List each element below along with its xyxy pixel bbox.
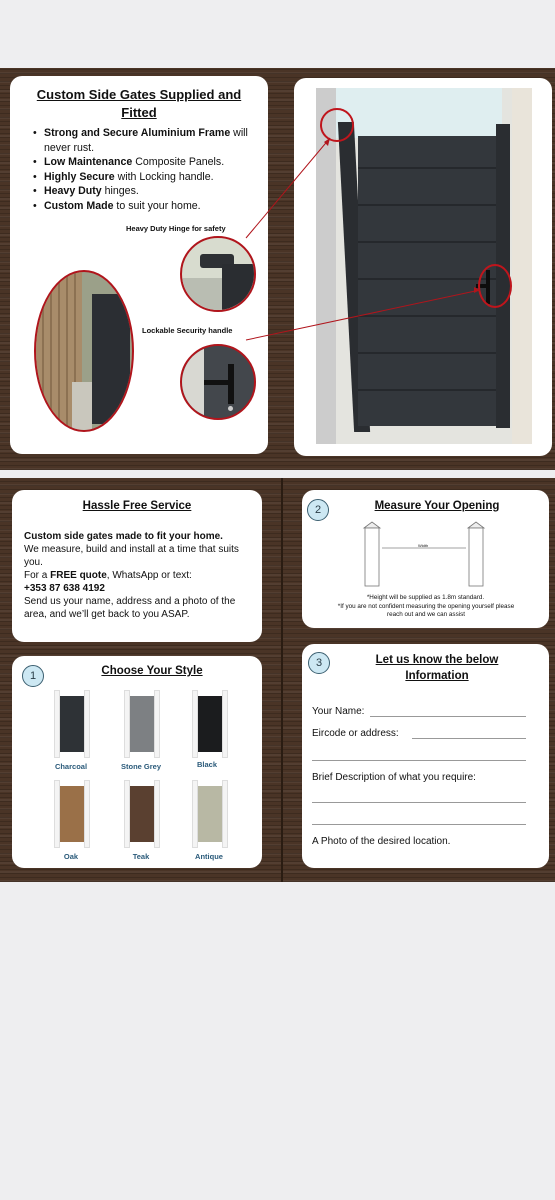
address-label: Eircode or address: xyxy=(312,728,399,739)
swatch-panel xyxy=(60,786,84,842)
swatch-label: Stone Grey xyxy=(120,762,161,771)
swatch-panel xyxy=(130,696,154,752)
swatch-stone-grey[interactable] xyxy=(124,690,160,758)
feature-item: • Highly Secure with Locking handle. xyxy=(28,170,264,185)
service-card xyxy=(12,490,262,642)
name-label: Your Name: xyxy=(312,706,365,717)
swatch-charcoal[interactable] xyxy=(54,690,90,758)
feature-item: • Custom Made to suit your home. xyxy=(28,199,264,214)
quote-line: For a FREE quote, WhatsApp or text: xyxy=(24,570,192,581)
feature-item: • Heavy Duty hinges. xyxy=(28,184,264,199)
feature-item: • Low Maintenance Composite Panels. xyxy=(28,155,264,170)
measure-diagram xyxy=(360,520,500,588)
swatch-label: Charcoal xyxy=(54,762,88,771)
swatch-panel xyxy=(130,786,154,842)
swatch-panel xyxy=(198,786,222,842)
step-badge: 2 xyxy=(307,499,329,521)
measure-note-2: *If you are not confident measuring the opening yourself please reach out and we can assist xyxy=(337,603,515,618)
swatch-panel xyxy=(60,696,84,752)
swatch-panel xyxy=(198,696,222,752)
style-title: Choose Your Style xyxy=(101,665,203,677)
width-label: Width xyxy=(418,543,429,548)
description-input-line-1[interactable] xyxy=(312,802,526,803)
info-card xyxy=(302,644,549,868)
step-badge: 3 xyxy=(308,652,330,674)
handle-caption: Lockable Security handle xyxy=(142,326,233,335)
description-input-line-2[interactable] xyxy=(312,824,526,825)
hinge-caption: Heavy Duty Hinge for safety xyxy=(126,224,226,233)
gates-title: Custom Side Gates Supplied and Fitted xyxy=(36,87,242,120)
swatch-oak[interactable] xyxy=(54,780,90,848)
swatch-label: Black xyxy=(196,760,217,769)
service-line-1: We measure, build and install at a time that suits you. xyxy=(24,544,239,568)
swatch-label: Teak xyxy=(132,852,150,861)
wood-divider xyxy=(281,478,283,882)
style-card xyxy=(12,656,262,868)
service-title: Hassle Free Service xyxy=(82,500,192,512)
service-line-3: Send us your name, address and a photo of the area, and we’ll get back to you ASAP. xyxy=(24,596,236,620)
connector-lines xyxy=(0,0,555,470)
feature-item: • Strong and Secure Aluminium Frame will never rust. xyxy=(28,126,264,155)
measure-note-1: *Height will be supplied as 1.8m standard. xyxy=(366,594,485,601)
name-input[interactable] xyxy=(370,716,526,717)
swatch-label: Antique xyxy=(195,852,223,861)
address-input-line-2[interactable] xyxy=(312,760,526,761)
address-input[interactable] xyxy=(412,738,526,739)
phone-number[interactable]: +353 87 638 4192 xyxy=(24,583,105,594)
step-badge: 1 xyxy=(22,665,44,687)
photo-label: A Photo of the desired location. xyxy=(312,836,451,847)
measure-card xyxy=(302,490,549,628)
service-headline: Custom side gates made to fit your home. xyxy=(24,531,223,542)
swatch-teak[interactable] xyxy=(124,780,160,848)
measure-title: Measure Your Opening xyxy=(374,500,500,512)
description-label: Brief Description of what you require: xyxy=(312,772,476,783)
service-body xyxy=(24,530,256,621)
swatch-label: Oak xyxy=(63,852,79,861)
swatch-black[interactable] xyxy=(192,690,228,758)
info-title: Let us know the below Information xyxy=(375,654,499,682)
swatch-antique[interactable] xyxy=(192,780,228,848)
